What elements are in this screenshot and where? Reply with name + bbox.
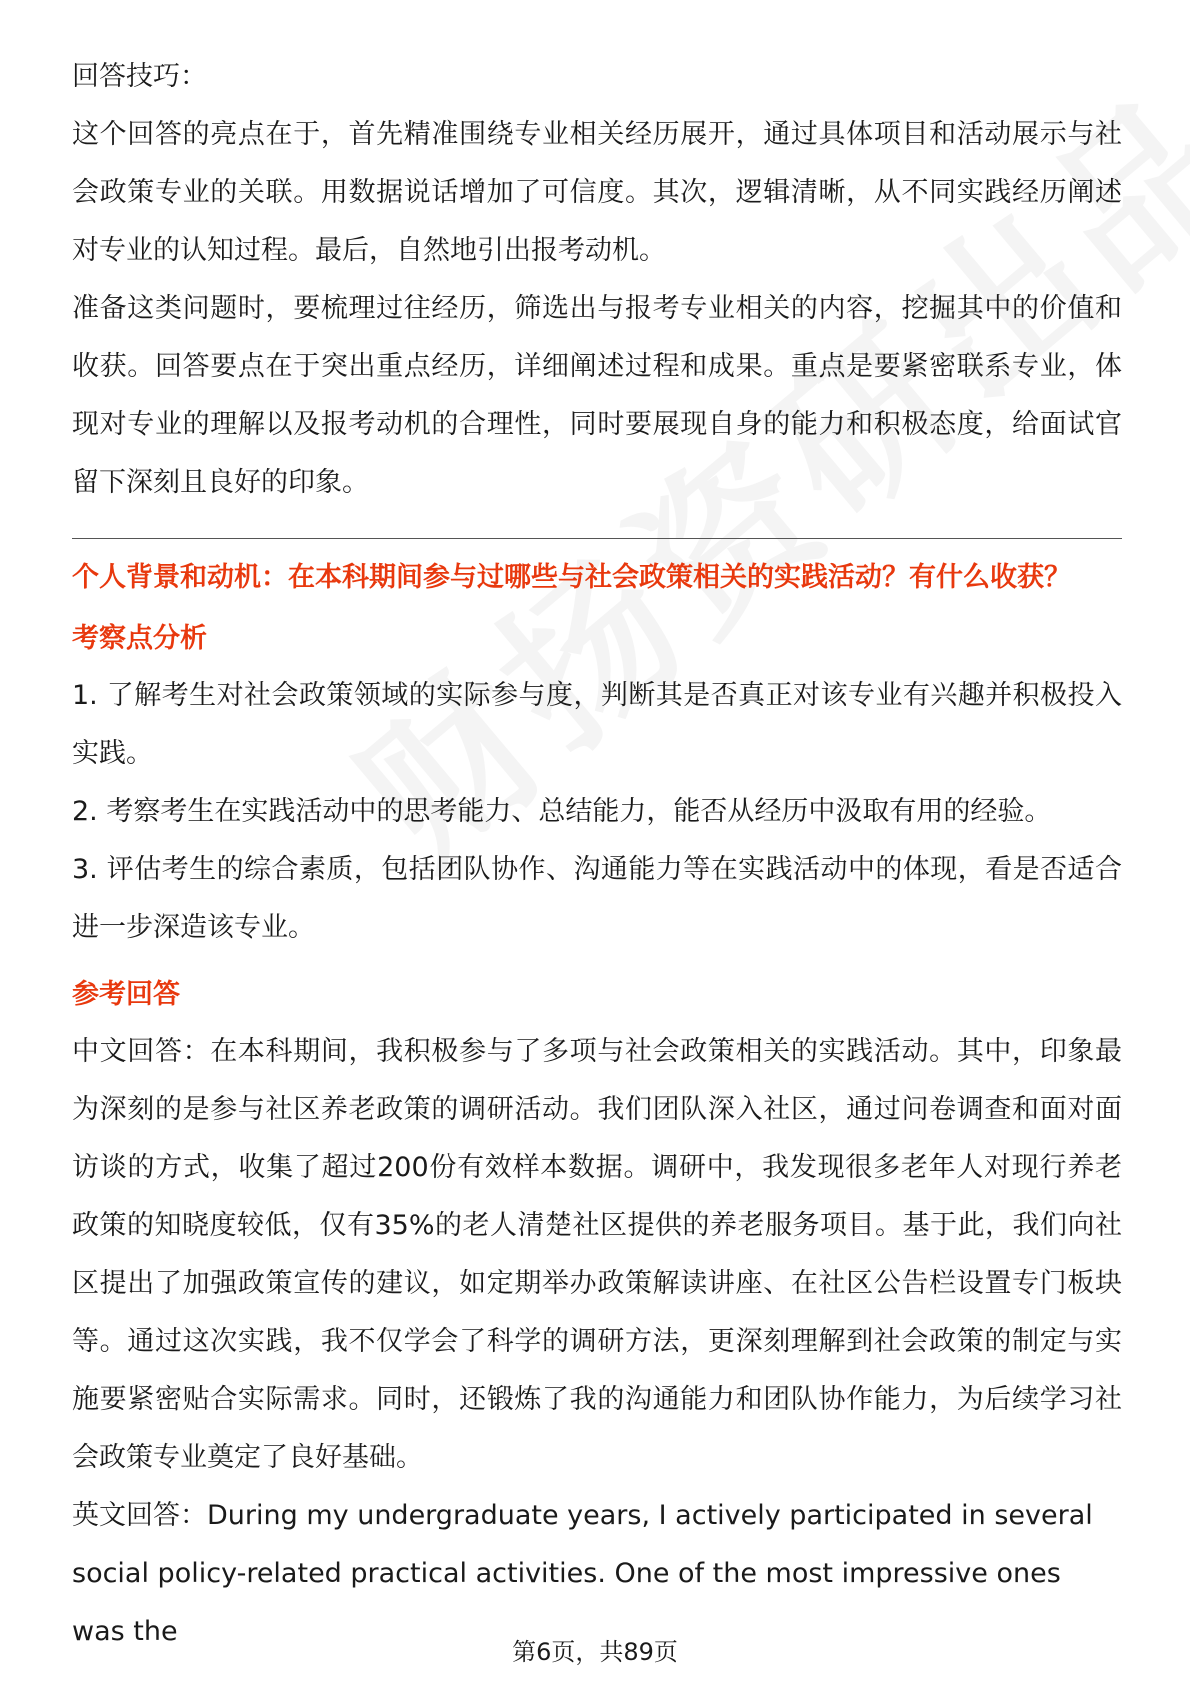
tips-label: 回答技巧： <box>72 61 207 92</box>
answer-title: 参考回答 <box>72 979 180 1010</box>
analysis-item: 2. 考察考生在实践活动中的思考能力、总结能力，能否从经历中汲取有用的经验。 <box>72 796 1052 827</box>
tips-paragraph-2: 准备这类问题时，要梳理过往经历，筛选出与报考专业相关的内容，挖掘其中的价值和收获。回答要点在于突出重点经历，详细阐述过程和成果。重点是要紧密联系专业，体现对专业的理解以及报考动机的合理性，同时要展现自身的能力和积极态度，给面试官留下深刻且良好的印象。 <box>72 293 1122 498</box>
question-heading: 个人背景和动机：在本科期间参与过哪些与社会政策相关的实践活动？有什么收获？ <box>72 562 1071 593</box>
tips-paragraph-1: 这个回答的亮点在于，首先精准围绕专业相关经历展开，通过具体项目和活动展示与社会政策专业的关联。用数据说话增加了可信度。其次，逻辑清晰，从不同实践经历阐述对专业的认知过程。最后，自然地引出报考动机。 <box>72 119 1122 266</box>
analysis-title: 考察点分析 <box>72 623 207 654</box>
answer-chinese: 中文回答：在本科期间，我积极参与了多项与社会政策相关的实践活动。其中，印象最为深刻的是参与社区养老政策的调研活动。我们团队深入社区，通过问卷调查和面对面访谈的方式，收集了超过200份有效样本数据。调研中，我发现很多老年人对现行养老政策的知晓度较低，仅有35%的老人清楚社区提供的养老服务项目。基于此，我们向社区提出了加强政策宣传的建议，如定期举办政策解读讲座、在社区公告栏设置专门板块等。通过这次实践，我不仅学会了科学的调研方法，更深刻理解到社会政策的制定与实施要紧密贴合实际需求。同时，还锻炼了我的沟通能力和团队协作能力，为后续学习社会政策专业奠定了良好基础。 <box>72 1036 1122 1473</box>
analysis-item: 3. 评估考生的综合素质，包括团队协作、沟通能力等在实践活动中的体现，看是否适合进一步深造该专业。 <box>72 854 1122 943</box>
answer-english: 英文回答：During my undergraduate years, I actively participated in several social policy-related practical activities. One of the most impressive ones was the <box>72 1500 1093 1647</box>
section-divider <box>72 538 1122 539</box>
page-content <box>72 48 1122 1661</box>
analysis-item: 1. 了解考生对社会政策领域的实际参与度，判断其是否真正对该专业有兴趣并积极投入实践。 <box>72 680 1122 769</box>
page-footer: 第6页，共89页 <box>512 1638 678 1666</box>
